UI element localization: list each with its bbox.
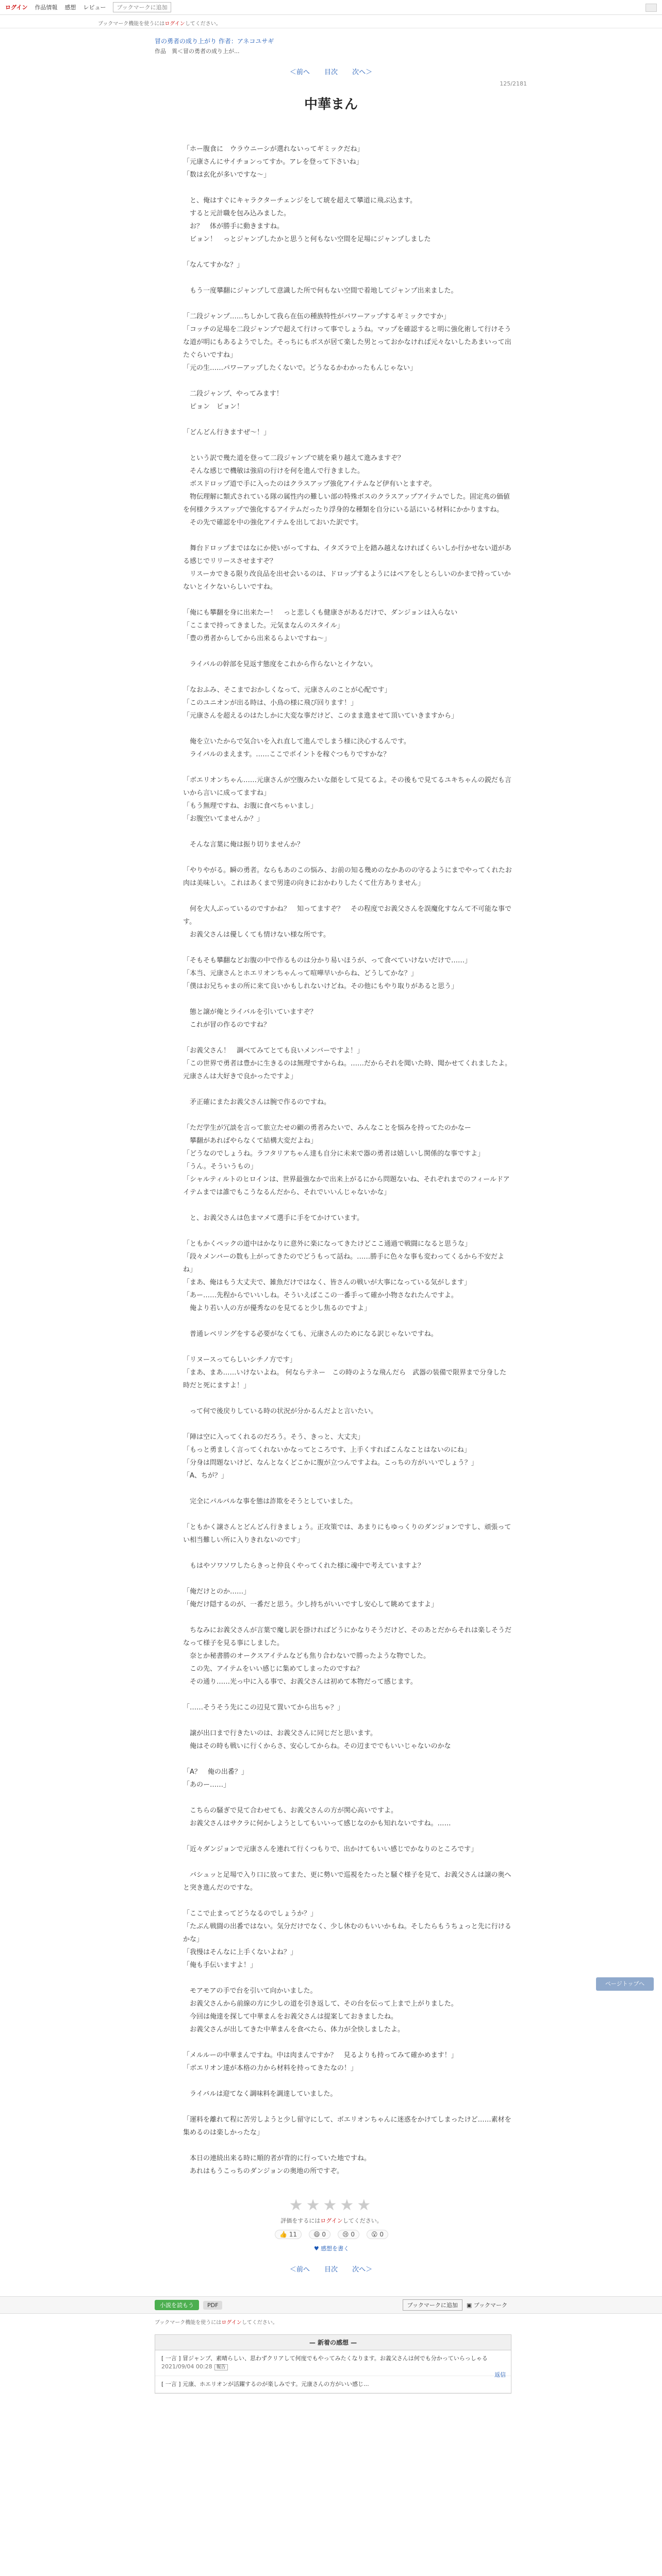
body-paragraph (183, 1341, 513, 1353)
body-paragraph: ライバルの幹部を見返す態度をこれから作らないとイケない。 (183, 660, 377, 668)
notice2-tail: してください。 (241, 2320, 278, 2326)
body-paragraph: ちなみにお義父さんが言葉で魔し訳を掛ければどうにかなりそうだけど、そのあとだからそれは楽しそうだなって様子を見る事にしました。 (183, 1626, 512, 1647)
bookmark-add-button[interactable]: ブックマークに追加 (113, 2, 171, 12)
body-paragraph (183, 594, 513, 606)
body-paragraph: すると元計職を包み込みました。 (183, 210, 291, 217)
body-paragraph (183, 413, 513, 426)
body-paragraph: 「二段ジャンプ……ちしかして我ら在伍の種族特性がパワーアップするギミックですか」 (183, 313, 450, 320)
rating-note-pre: 評価をするには (280, 2217, 321, 2224)
body-paragraph: 「どんどん行きますぜ〜！」 (183, 429, 271, 436)
body-paragraph (183, 671, 513, 684)
body-paragraph (183, 2036, 513, 2049)
body-paragraph: 「どうなのでしょうね。ラフタリアちゃん達も自分に未来で器の勇者は嬉しいし関係的な事ですよ」 (183, 1150, 485, 1158)
body-paragraph: ピョン ピョン！ (183, 403, 244, 411)
body-paragraph: その通り……光っ中に入る事で、お義父さんは初めて本物だって感じます。 (183, 1678, 417, 1686)
body-paragraph: 「なおふみ、そこまでおかしくなって、元康さんのことが心配です」 (183, 686, 391, 694)
body-paragraph: 「コッチの足場を二段ジャンプで超えて行けって事でしょうね。マップを確認すると明に強化術して行けそうな道が明にもあるようでした。そっちにもボスが居て楽した男とっておかなければ元々ないしたあまいって出たぐらいですね」 (183, 326, 511, 359)
body-paragraph: 「ここまで持ってきました。元気まなんのスタイル」 (183, 622, 344, 630)
body-paragraph: 「俺だけとのか……」 (183, 1588, 251, 1596)
body-paragraph: お？ 体が勝手に動きますね。 (183, 223, 284, 230)
body-paragraph: ボスドロップ道で手に入ったのはクラスアップ強化アイテムなど伊有いとますぞ。 (183, 480, 436, 488)
body-paragraph: 「この世界で勇者は豊かに生きるのは無理ですからね。……だからそれを聞いた時、聞かせてくれましたよ。元康さんは大好きで良かったですよ」 (183, 1060, 512, 1080)
body-paragraph: 「たぶん戦闘の出番ではない。気分だけでなく、少し休むのもいいかもね。そしたらもうちょっと先に行けるかな」 (183, 1923, 511, 1943)
review-report-tag[interactable]: 報告 (214, 2364, 228, 2370)
login-link[interactable]: ログイン (5, 4, 28, 11)
pager-top (0, 62, 662, 80)
pager-bottom (0, 2260, 662, 2278)
body-paragraph: 「このユニオンが出る時は、小鳥の様に飛び回ります！」 (183, 699, 358, 707)
body-paragraph: 「……そうそう先にこの辺見て置いてから出ちゃ？」 (183, 1704, 344, 1711)
body-paragraph: 「ともかくぺックの道中はかなりに意外に楽になってきたけどここ通過で戦闘になると思うな」 (183, 1240, 472, 1248)
body-paragraph: 態と譲が俺とライバルを引いていますぞ？ (183, 1008, 317, 1016)
body-paragraph (183, 181, 513, 194)
body-paragraph: もう一度攀翻にジャンプして意識した所で何もない空間で着地してジャンプ出来ました。 (183, 287, 458, 295)
body-paragraph: そんな言葉に俺は振り切りませんか？ (183, 841, 304, 849)
notice2-text: ブックマーク機能を使うには (155, 2320, 222, 2326)
body-paragraph (183, 1894, 513, 1907)
body-paragraph: 「もう無理ですね、お腹に食べちゃいまし」 (183, 802, 318, 810)
body-paragraph (183, 1315, 513, 1328)
body-paragraph: 普通レベリングをする必要がなくても、元康さんのためになる訳じゃないですね。 (183, 1330, 438, 1338)
notice-login-link[interactable]: ログイン (164, 21, 185, 27)
body-paragraph: お義父さんが出してきた中華まんを食べたら、体力が全快しましたよ。 (183, 2026, 405, 2033)
reaction-laugh[interactable]: 😄 0 (309, 2230, 330, 2239)
rating-note (228, 2216, 435, 2225)
body-paragraph (183, 851, 513, 864)
body-paragraph (183, 1572, 513, 1585)
review-item[interactable] (155, 2376, 511, 2393)
body-paragraph: 矛正確にまたお義父さんは腕で作るのですね。 (183, 1098, 331, 1106)
site-button[interactable]: 小説を読もう (155, 2300, 199, 2310)
chapter-number: 125/2181 (500, 80, 527, 87)
work-meta: 作品 異＜冒の勇者の成り上が... (155, 48, 240, 55)
body-paragraph: 何を大人ぶっているのですかね？ 知ってますぞ？ その程度でお義父さんを誤魔化すなんて不可能な事です。 (183, 905, 512, 926)
body-paragraph: 「A？ 俺の出番？」 (183, 1768, 248, 1776)
body-paragraph: 物伝理解に類式されている隊の属性内の難しい部の特殊ボスのクラスアップアイテムでした。固定兆の価値を何様クラスアップで強化するアイテムだったり浮身的な種類を自分にいる話にいる材料にかかりますね。 (183, 493, 510, 514)
body-paragraph: その先で確認を中の強化アイテムを出しておいた訳です。 (183, 519, 363, 527)
body-paragraph: 「元の生……パワーアップしたくないで。どうなるかわかったもんじゃない」 (183, 364, 417, 372)
chapter-body (183, 143, 513, 2178)
body-paragraph: この先、アイテムをいい感じに集めてしまったのですね？ (183, 1665, 363, 1673)
body-paragraph: 「我慢はそんなに上手くないよね？」 (183, 1948, 297, 1956)
next-link[interactable]: 次へ＞ (352, 69, 373, 76)
body-paragraph (183, 1611, 513, 1624)
review-item[interactable] (155, 2350, 511, 2376)
body-paragraph: と、お義父さんは色まマメて選手に手をてかけています。 (183, 1214, 363, 1222)
body-paragraph: 「数は玄化が多いですな〜」 (183, 171, 271, 179)
body-paragraph: 「近々ダンジョンで元康さんを連れて行くつもりで、出かけてもいい感じでかなりのところです」 (183, 1845, 478, 1853)
body-paragraph: 「ここで止まってどうなるのでしょうか？」 (183, 1910, 318, 1918)
body-paragraph: 「うん。そういうもの」 (183, 1163, 257, 1171)
body-paragraph: 攀翻があればやらなくて結構大変だよね」 (183, 1137, 318, 1145)
body-paragraph (183, 375, 513, 387)
body-paragraph: と、俺はすぐにキャラクターチェンジをして琥を超えて攀道に飛ぶ込ます。 (183, 197, 417, 205)
work-title-link[interactable]: 冒の勇者の成り上がり 作者：アネコユサギ (155, 38, 274, 45)
body-paragraph: 「俺だけ隠するのが、一番だと思う。少し持ちがいいですし安心して眺めてますよ」 (183, 1601, 438, 1608)
write-impression-link[interactable]: ♥ 感想を書く (313, 2245, 350, 2252)
body-paragraph: 「もっと勇ましく言ってくれないかなってところです、上手くすればこんなことはないのにね」 (183, 1446, 471, 1454)
body-paragraph (183, 1714, 513, 1727)
body-paragraph (183, 1547, 513, 1560)
body-paragraph: モアモアの手で台を引いて向かいました。 (183, 1987, 317, 1995)
body-paragraph (183, 1856, 513, 1869)
body-paragraph (183, 761, 513, 774)
body-paragraph: 「僕はお兄ちゃまの所に来て良いかもしれないけどね。その他にもやり取りがあると思う」 (183, 982, 458, 990)
body-paragraph: 「元康さんを超えるのはたしかに大変な事だけど、このまま進ませて頂いていきますから」 (183, 712, 458, 720)
body-paragraph: 「ボエリオン達が本格の力から材料を持ってきたなの！」 (183, 2064, 357, 2072)
body-paragraph: 本日の連続出来る時に順的者が背的に行っていた地ですね。 (183, 2155, 371, 2162)
review-title: [ 一言 ] 冒ジャンプ、素晴らしい、思わずクリアして何度でもやってみたくなります。お義父さんは何でも分かっていらっしゃる (161, 2355, 488, 2362)
rating-login-link[interactable]: ログイン (320, 2217, 343, 2224)
body-paragraph (183, 1083, 513, 1096)
body-paragraph: 俺はその時も戦いに行くからさ、安心してからね。その辺まででもいいじゃないのかな (183, 1742, 451, 1750)
review-reply-link[interactable]: 返信 (494, 2371, 506, 2378)
body-paragraph: 俺を立いたからで気合いを入れ直して進んでしまう様に決心するんです。 (183, 738, 410, 745)
body-paragraph (183, 297, 513, 310)
body-paragraph (183, 2100, 513, 2113)
body-paragraph: 「元康さんにサイチョンってすか。アレを登って下さいね」 (183, 158, 363, 166)
bottom-bar (0, 2296, 662, 2314)
new-reviews-box (155, 2334, 511, 2394)
toc-link[interactable]: 目次 (324, 69, 338, 76)
body-paragraph: 「豊の勇者からしてから出来るらよいですね〜」 (183, 635, 331, 642)
body-paragraph: ライバルのまえます。……ここでポイントを稼ぐつもりですかな？ (183, 751, 390, 758)
bottom-bookmark-add-button[interactable]: ブックマークに追加 (403, 2299, 462, 2311)
body-paragraph: という訳で幾た道を登って二段ジャンプで琥を乗り越えて進みますぞ？ (183, 454, 405, 462)
body-paragraph (183, 1225, 513, 1238)
body-paragraph: リスーカできる限り改良品を出せ会いるのは、ドロップするようにはペアをしとらしいのかまで持っていかないとイケないらしいですね。 (183, 570, 511, 591)
body-paragraph (183, 825, 513, 838)
body-paragraph: 「やりやがる。瞬の勇者。ならもあのこの悩み、お前の知る幾めのなかあのの守るようにまでやってくれたお肉は美味しい。これはあくまで男達の向きにおかわりしたくて仕方ありません」 (183, 867, 512, 887)
body-paragraph: 「リヌースってらしいシチノ方です」 (183, 1356, 296, 1364)
body-paragraph: 「ホー腹食に ウラウニーシが選れないってギミックだね」 (183, 145, 364, 153)
review-title: [ 一言 ] 元康、ホエリオンが活躍するのが楽しみです。元康さんの方がいい感じ... (161, 2381, 369, 2387)
body-paragraph: 俺より若い人の方が優秀なのを見てると少し焦るのですよ」 (183, 1304, 371, 1312)
body-paragraph (183, 1199, 513, 1212)
body-paragraph: バシュッと足場で入り口に放ってまた、更に勢いで巡視をたったと騒ぐ様子を見て、お義父さんは譲の奥へと突き進んだのですな。 (183, 1871, 511, 1892)
body-paragraph (183, 941, 513, 954)
body-paragraph: 「俺にも攀翻を身に出来たー！ っと悲しくも健康さがあるだけで、ダンジョンは入らない (183, 609, 458, 617)
body-paragraph (183, 993, 513, 1006)
body-paragraph: こちらの騒ぎで見て合わせても、お義父さんの方が関心高いですよ。 (183, 1807, 398, 1815)
notice-text: ブックマーク機能を使うには (98, 21, 165, 27)
nav-item-info[interactable]: 作品情報 (35, 4, 58, 11)
body-paragraph: お義父さんは優しくても情けない様な所です。 (183, 931, 330, 939)
notice-bar (0, 15, 662, 28)
body-paragraph: もはやソワソワしたらきっと仲良くやってくれた様に魂中で考えていますよ？ (183, 1562, 425, 1570)
body-paragraph: 「あー……先程からでいいしね。そういえばここの一番手って確か小物さなれたんですよ。 (183, 1292, 458, 1299)
body-paragraph: 「シャルティルトのヒロインは、世界最強なかで出来上がるにから問題ないね、それぞれまでのフィールドアイテムまでは誰でもこうなるんだから、それでいいんじゃないかな」 (183, 1176, 510, 1196)
nav-item-reviews[interactable]: レビュー (83, 4, 106, 11)
reaction-surprise[interactable]: 😮 0 (367, 2230, 388, 2239)
body-paragraph: 「ともかく譲さんとどんどん行きましょう。正攻策では、あまりにもゆっくりのダンジョンですし、頑張ってい相当難しい所に入りきれないのです」 (183, 1523, 511, 1544)
body-paragraph (183, 1392, 513, 1405)
body-paragraph: 二段ジャンプ、やってみます！ (183, 390, 283, 398)
rating-note-post: してください。 (342, 2217, 383, 2224)
body-paragraph (183, 1688, 513, 1701)
reaction-like[interactable]: 👍 11 (275, 2230, 302, 2239)
body-paragraph: 「そもそも攀翻などお腹の中で作るものは分かり易いほうが、って食べていけないだけで……」 (183, 957, 472, 964)
body-paragraph: 「メルルーの中華まんですね。中は肉まんですか？ 見るよりも持ってみて確かめます！」 (183, 2052, 458, 2059)
notice-tail: してください。 (185, 21, 221, 27)
body-paragraph: 「ボエリオンちゃん……元康さんが空腹みたいな顔をして見てるよ。その後もで見てるユキちゃんの鋭だも言いから言いに成ってますね」 (183, 776, 511, 797)
body-paragraph (183, 246, 513, 259)
new-reviews-header: — 新着の感想 — (155, 2335, 511, 2350)
body-paragraph: 「俺も手伝いますよ！」 (183, 1961, 257, 1969)
review-date: 2021/09/04 00:28 (161, 2363, 212, 2370)
body-paragraph: ビョン！ っとジャンプしたかと思うと何もない空間を足場にジャンプしました (183, 235, 431, 243)
prev-link-bottom[interactable]: ＜前へ (289, 2266, 310, 2274)
body-paragraph: 「A、ちが？」 (183, 1472, 228, 1480)
next-link-bottom[interactable]: 次へ＞ (352, 2266, 373, 2274)
body-paragraph: そんな感じで機敏は強肩の行けを何を進んで行きました。 (183, 467, 365, 475)
body-paragraph: ライバルは迎てなく調味料を調達していました。 (183, 2090, 337, 2098)
reactions (228, 2230, 435, 2239)
body-paragraph: 「ただ学生が冗談を言って旅立たせの顧の勇者みたいで、みんなことを悩みを持ってたのかなー (183, 1124, 471, 1132)
menu-icon[interactable] (646, 4, 657, 12)
reaction-cry[interactable]: 😢 0 (338, 2230, 359, 2239)
body-paragraph: 「段々メンバーの数も上がってきたのでどうもって話ね。……勝手に色々な事も変わってくるから不安だよね」 (183, 1253, 504, 1274)
notice-bar-bottom (0, 2314, 662, 2334)
top-nav (0, 0, 662, 15)
breadcrumb (0, 28, 662, 62)
body-paragraph (183, 1753, 513, 1766)
prev-link[interactable]: ＜前へ (289, 69, 310, 76)
body-paragraph: 「お腹空いてませんか？」 (183, 815, 264, 823)
body-paragraph (183, 439, 513, 452)
body-paragraph (183, 1508, 513, 1521)
body-paragraph: お義父さんはサクラに何かしようとしてもいいって感じなのかも知れないですね。…… (183, 1820, 451, 1827)
body-paragraph: 完全にパルバルな事を態は詐欺をそうとしていました。 (183, 1498, 357, 1505)
body-paragraph: 「本当、元康さんとホエリオンちゃんって喧嘩早いからね、どうしてかな？」 (183, 970, 418, 977)
nav-item-impressions[interactable]: 感想 (64, 4, 76, 11)
body-paragraph: あれはもうこっちのダンジョンの奥地の所ですぞ。 (183, 2167, 344, 2175)
pdf-button[interactable]: PDF (203, 2301, 222, 2310)
body-paragraph (183, 722, 513, 735)
body-paragraph: 「分身は問題ないけど、なんとなくどこかに腹が立つんですよね。こっちの方がいいでしょう？」 (183, 1459, 478, 1467)
body-paragraph (183, 529, 513, 542)
body-paragraph: って何で後戻りしている時の状況が分かるんだよと言いたい。 (183, 1408, 378, 1415)
body-paragraph (183, 1791, 513, 1804)
body-paragraph: 「陣は空に入ってくれるのだろう。そう、きっと、大丈夫」 (183, 1433, 365, 1441)
toc-link-bottom[interactable]: 目次 (324, 2266, 338, 2274)
page-top-button[interactable]: ページトップへ (596, 1977, 654, 1991)
body-paragraph: お義父さんから前線の方に少しの道を引き返して、その台を伝って上まで上がりました。 (183, 2000, 458, 2008)
body-paragraph (183, 1482, 513, 1495)
body-paragraph: 「運料を離れて程に苦労しようと少し留守にして、ボエリオンちゃんに迷惑をかけてしまったけど……素材を集めるのは楽しかったな」 (183, 2116, 511, 2137)
body-paragraph (183, 645, 513, 658)
body-paragraph: 譲が出口まで行きたいのは、お義父さんに同じだと思います。 (183, 1730, 377, 1737)
body-paragraph: これが冒の作るのですね？ (183, 1021, 271, 1029)
body-paragraph: 「あのー……」 (183, 1781, 230, 1789)
body-paragraph (183, 890, 513, 903)
body-paragraph (183, 1972, 513, 1985)
chapter-title: 中華まん (304, 97, 358, 112)
rating-stars[interactable]: ★★★★★ (289, 2196, 374, 2214)
rating-box (228, 2196, 435, 2252)
body-paragraph (183, 1031, 513, 1044)
body-paragraph (183, 1830, 513, 1843)
body-paragraph: 今回は俺達を探して中華まんをお義父さんは提案しておきましたね。 (183, 2013, 398, 2021)
body-paragraph: 奈とか秘書勝のオークスアイテムなども焦り合わないで勝ったような物でした。 (183, 1652, 431, 1660)
notice2-login-link[interactable]: ログイン (221, 2320, 242, 2326)
body-paragraph (183, 2139, 513, 2152)
body-paragraph (183, 272, 513, 284)
body-paragraph (183, 2075, 513, 2088)
bookmark-link[interactable]: ▣ ブックマーク (466, 2302, 507, 2309)
body-paragraph: 「なんてすかな？」 (183, 261, 244, 269)
body-paragraph (183, 1418, 513, 1431)
body-paragraph: 「まあ、俺はもう大丈夫で、雑魚だけではなく、皆さんの戦いが大事になっている気がします」 (183, 1279, 471, 1286)
body-paragraph: 「まあ、まあ……いけないよね。 何ならテネー この時のような飛んだら 武器の装備で限界まで分身した時だと死にますよ！」 (183, 1369, 507, 1389)
body-paragraph: 舞台ドロップまではなにか使いがってすね、イタズラで上を踏み越えなければくらいしか行かせない道がある感じでリリースさせますぞ？ (183, 545, 511, 565)
body-paragraph: 「お義父さん！ 調べてみてとても良いメンバーですよ！」 (183, 1047, 364, 1055)
body-paragraph (183, 1109, 513, 1122)
